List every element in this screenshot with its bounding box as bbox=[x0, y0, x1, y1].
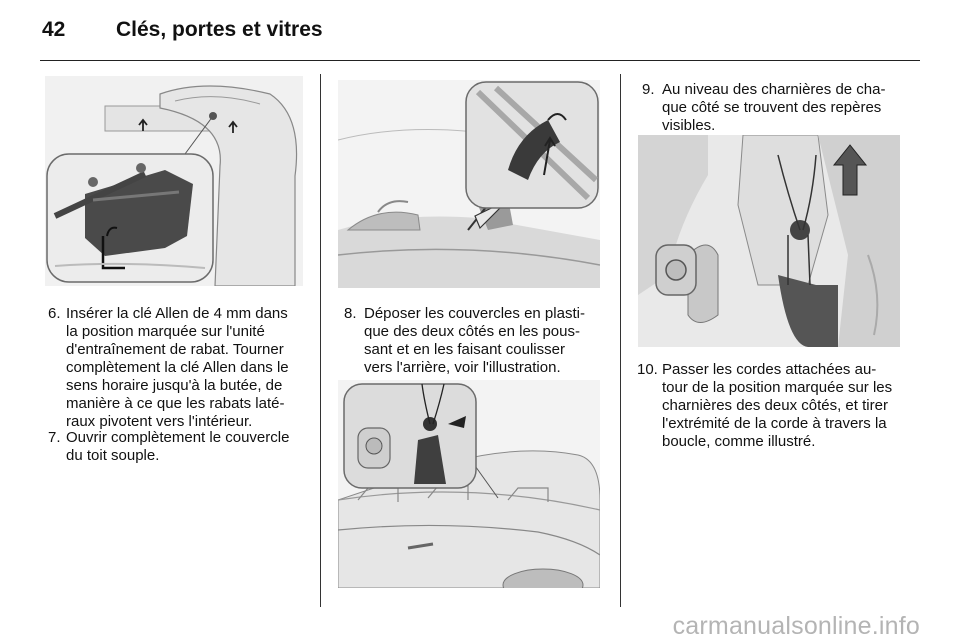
step-line: Au niveau des charnières de cha- bbox=[662, 81, 886, 98]
step-6 bbox=[48, 305, 310, 431]
step-line: Déposer les couvercles en plasti- bbox=[364, 305, 585, 322]
step-line: l'extrémité de la corde à travers la bbox=[662, 415, 887, 432]
step-line: du toit souple. bbox=[66, 447, 160, 464]
page-title: Clés, portes et vitres bbox=[116, 18, 323, 41]
step-line: vers l'arrière, voir l'illustration. bbox=[364, 359, 561, 376]
step-line: visibles. bbox=[662, 117, 716, 134]
step-line: Insérer la clé Allen de 4 mm dans bbox=[66, 305, 288, 322]
step-9 bbox=[642, 81, 904, 135]
step-line: Ouvrir complètement le couvercle bbox=[66, 429, 290, 446]
step-line: boucle, comme illustré. bbox=[662, 433, 816, 450]
illustration-hinge-markers bbox=[638, 135, 900, 347]
step-line: manière à ce que les rabats laté- bbox=[66, 395, 285, 412]
header-rule bbox=[40, 60, 920, 61]
step-number: 7. bbox=[48, 429, 61, 446]
step-number: 6. bbox=[48, 305, 61, 322]
step-line: que des deux côtés en les pous- bbox=[364, 323, 580, 340]
step-line: charnières des deux côtés, et tirer bbox=[662, 397, 888, 414]
column-divider-right bbox=[620, 74, 621, 607]
page-number: 42 bbox=[42, 18, 66, 41]
step-line: sens horaire jusqu'à la butée, de bbox=[66, 377, 283, 394]
step-number: 8. bbox=[344, 305, 357, 322]
step-line: que côté se trouvent des repères bbox=[662, 99, 882, 116]
column-divider-left bbox=[320, 74, 321, 607]
illustration-plastic-covers bbox=[338, 80, 600, 288]
step-line: sant et en les faisant coulisser bbox=[364, 341, 565, 358]
step-line: Passer les cordes attachées au- bbox=[662, 361, 877, 378]
step-10 bbox=[637, 361, 902, 451]
step-8 bbox=[344, 305, 606, 377]
step-line: raux pivotent vers l'intérieur. bbox=[66, 413, 253, 430]
step-number: 10. bbox=[637, 361, 658, 378]
step-line: complètement la clé Allen dans le bbox=[66, 359, 289, 376]
step-number: 9. bbox=[642, 81, 655, 98]
illustration-cords-loop bbox=[338, 380, 600, 588]
illustration-allen-key bbox=[45, 76, 303, 286]
step-line: tour de la position marquée sur les bbox=[662, 379, 893, 396]
step-line: la position marquée sur l'unité bbox=[66, 323, 265, 340]
page-header bbox=[42, 18, 323, 48]
watermark: carmanualsonline.info bbox=[672, 612, 920, 640]
step-line: d'entraînement de rabat. Tourner bbox=[66, 341, 284, 358]
step-7 bbox=[48, 429, 310, 465]
